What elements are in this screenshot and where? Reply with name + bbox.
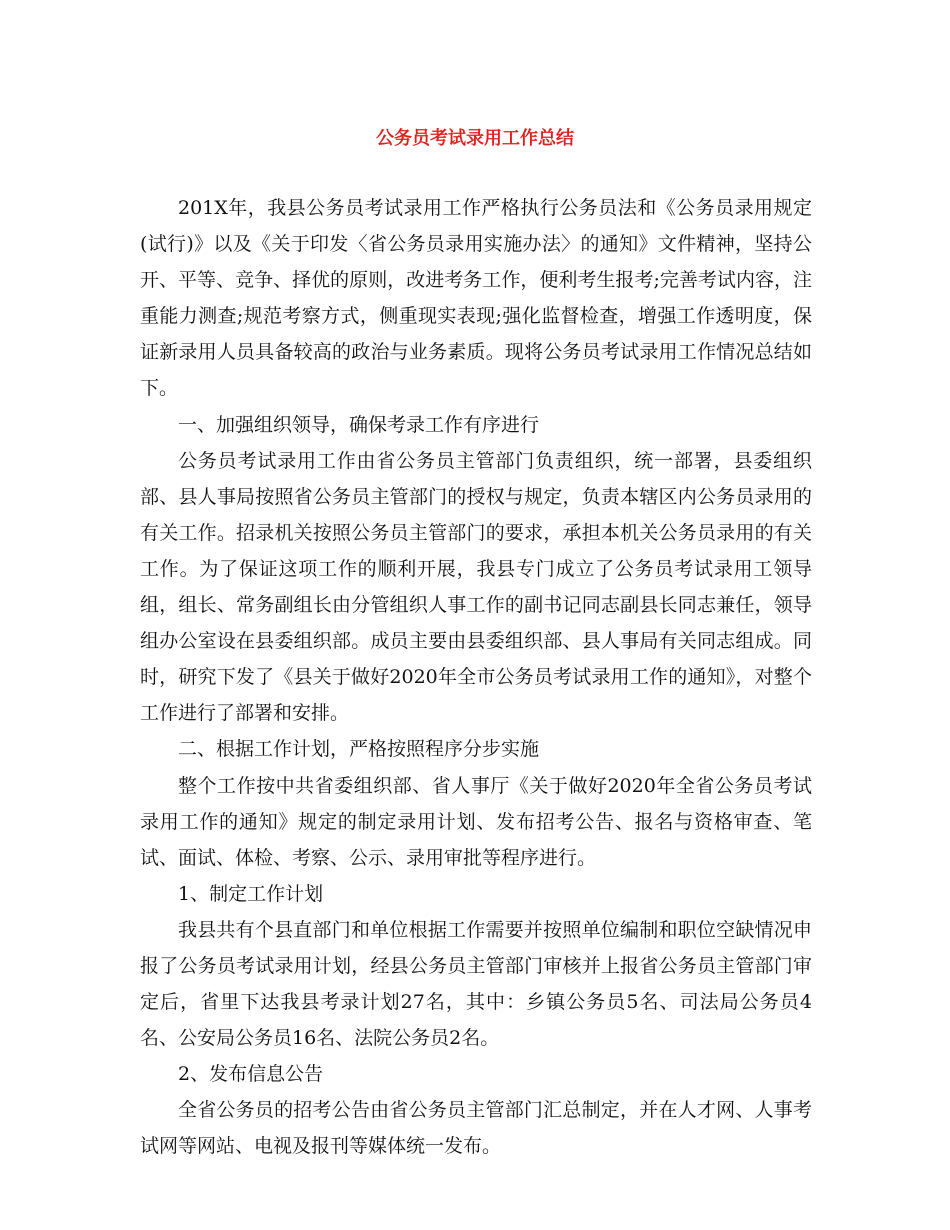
section-heading-1: 一、加强组织领导，确保考录工作有序进行 — [178, 413, 540, 436]
paragraph-organization: 公务员考试录用工作由省公务员主管部门负责组织，统一部署，县委组织部、县人事局按照省公务员主管部门的授权与规定，负责本辖区内公务员录用的有关工作。招录机关按照公务员主管部门的要求，承担本机关公务员录用的有关工作。为了保证这项工作的顺利开展，我县专门成立了公务员考试录用工领导组，组长、常务副组长由分管组织人事工作的副书记同志副县长同志兼任，领导组办公室设在县委组织部。成员主要由县委组织部、县人事局有关同志组成。同时，研究下发了《县关于做好2020年全市公务员考试录用工作的通知》，对整个工作进行了部署和安排。 — [140, 449, 812, 725]
paragraph-plan: 我县共有个县直部门和单位根据工作需要并按照单位编制和职位空缺情况申报了公务员考试录用计划，经县公务员主管部门审核并上报省公务员主管部门审定后，省里下达我县考录计划27名，其中：乡镇公务员5名、司法局公务员4名、公安局公务员16名、法院公务员2名。 — [140, 918, 812, 1050]
paragraph-procedure: 整个工作按中共省委组织部、省人事厅《关于做好2020年全省公务员考试录用工作的通知》规定的制定录用计划、发布招考公告、报名与资格审查、笔试、面试、体检、考察、公示、录用审批等程序进行。 — [140, 774, 812, 869]
document-title: 公务员考试录用工作总结 — [376, 128, 574, 149]
paragraph-intro: 201X年，我县公务员考试录用工作严格执行公务员法和《公务员录用规定(试行)》以及《关于印发〈省公务员录用实施办法〉的通知》文件精神，坚持公开、平等、竞争、择优的原则，改进考务工作，便利考生报考;完善考试内容，注重能力测查;规范考察方式，侧重现实表现;强化监督检查，增强工作透明度，保证新录用人员具备较高的政治与业务素质。现将公务员考试录用工作情况总结如下。 — [140, 197, 812, 400]
paragraph-announcement: 全省公务员的招考公告由省公务员主管部门汇总制定，并在人才网、人事考试网等网站、电视及报刊等媒体统一发布。 — [140, 1099, 812, 1158]
subsection-heading-2: 2、发布信息公告 — [178, 1063, 324, 1086]
section-heading-2: 二、根据工作计划，严格按照程序分步实施 — [178, 738, 540, 761]
subsection-heading-1: 1、制定工作计划 — [178, 882, 324, 905]
document-body — [140, 190, 812, 1165]
